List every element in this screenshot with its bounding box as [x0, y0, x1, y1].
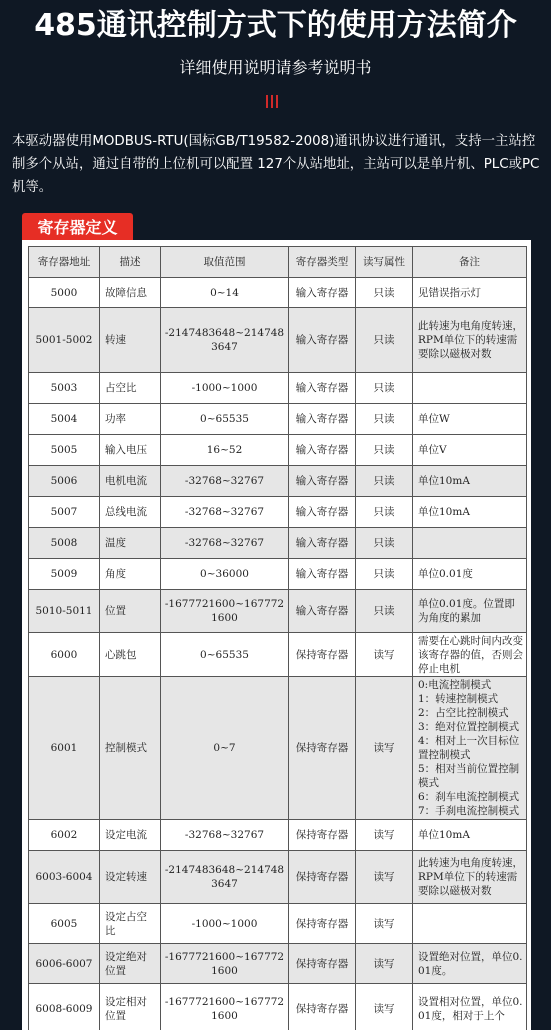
table-cell — [413, 528, 527, 559]
table-cell: 保持寄存器 — [289, 984, 356, 1030]
table-cell: 输入寄存器 — [289, 528, 356, 559]
table-cell: 6006-6007 — [29, 944, 100, 984]
table-row — [29, 820, 527, 851]
table-cell: 角度 — [100, 559, 161, 590]
table-cell: 转速 — [100, 308, 161, 373]
table-row — [29, 466, 527, 497]
table-cell: 输入电压 — [100, 435, 161, 466]
table-cell: 5003 — [29, 373, 100, 404]
table-cell: 需要在心跳时间内改变该寄存器的值，否则会停止电机 — [413, 633, 527, 677]
table-cell: 只读 — [356, 528, 413, 559]
table-cell: 控制模式 — [100, 677, 161, 820]
table-cell: 总线电流 — [100, 497, 161, 528]
table-row — [29, 944, 527, 984]
table-cell: -2147483648~2147483647 — [161, 308, 289, 373]
table-cell: 设定转速 — [100, 851, 161, 904]
table-cell: 6002 — [29, 820, 100, 851]
table-row — [29, 851, 527, 904]
table-cell: 读写 — [356, 984, 413, 1030]
table-body — [29, 278, 527, 1030]
table-cell: 读写 — [356, 904, 413, 944]
table-cell: 输入寄存器 — [289, 466, 356, 497]
table-cell: -2147483648~2147483647 — [161, 851, 289, 904]
table-cell: 只读 — [356, 373, 413, 404]
section-tag: 寄存器定义 — [22, 213, 133, 242]
table-cell: -32768~32767 — [161, 820, 289, 851]
table-cell: 单位10mA — [413, 466, 527, 497]
table-row — [29, 590, 527, 633]
table-cell: 5010-5011 — [29, 590, 100, 633]
table-cell: 6000 — [29, 633, 100, 677]
table-cell: 输入寄存器 — [289, 373, 356, 404]
table-cell: 保持寄存器 — [289, 677, 356, 820]
table-cell: 保持寄存器 — [289, 820, 356, 851]
table-cell: 设置相对位置，单位0.01度，相对于上个 — [413, 984, 527, 1030]
table-cell: 5004 — [29, 404, 100, 435]
table-cell: 读写 — [356, 944, 413, 984]
table-cell: 只读 — [356, 497, 413, 528]
table-cell: 设置绝对位置，单位0.01度。 — [413, 944, 527, 984]
table-cell: 输入寄存器 — [289, 278, 356, 308]
table-cell: 5005 — [29, 435, 100, 466]
table-row — [29, 373, 527, 404]
column-header: 寄存器地址 — [29, 247, 100, 278]
table-cell: 6005 — [29, 904, 100, 944]
table-cell: 输入寄存器 — [289, 590, 356, 633]
table-cell: -1000~1000 — [161, 904, 289, 944]
table-cell: 输入寄存器 — [289, 404, 356, 435]
table-row — [29, 308, 527, 373]
register-table — [28, 246, 527, 1030]
intro-paragraph: 本驱动器使用MODBUS-RTU(国标GB/T19582-2008)通讯协议进行通讯，支持一主站控制多个从站，通过自带的上位机可以配置 127个从站地址，主站可以是单片机、PLC或PC机等。 — [12, 130, 542, 199]
column-header: 读写属性 — [356, 247, 413, 278]
table-cell: 5007 — [29, 497, 100, 528]
table-row — [29, 677, 527, 820]
table-cell — [413, 904, 527, 944]
table-cell: 0~36000 — [161, 559, 289, 590]
table-row — [29, 278, 527, 308]
column-header: 描述 — [100, 247, 161, 278]
column-header: 寄存器类型 — [289, 247, 356, 278]
table-cell: 设定绝对位置 — [100, 944, 161, 984]
table-cell: 5006 — [29, 466, 100, 497]
table-row — [29, 633, 527, 677]
table-cell: 0~65535 — [161, 404, 289, 435]
table-row — [29, 559, 527, 590]
table-cell: 保持寄存器 — [289, 944, 356, 984]
table-cell: 功率 — [100, 404, 161, 435]
table-cell: 6003-6004 — [29, 851, 100, 904]
table-cell: 只读 — [356, 590, 413, 633]
table-cell: 输入寄存器 — [289, 497, 356, 528]
table-cell: 保持寄存器 — [289, 633, 356, 677]
table-cell: -1677721600~1677721600 — [161, 944, 289, 984]
table-cell: 单位0.01度。位置即为角度的累加 — [413, 590, 527, 633]
table-cell: 故障信息 — [100, 278, 161, 308]
table-cell: 5009 — [29, 559, 100, 590]
table-cell: 读写 — [356, 820, 413, 851]
table-cell: 单位10mA — [413, 820, 527, 851]
table-cell: 单位10mA — [413, 497, 527, 528]
table-cell: 温度 — [100, 528, 161, 559]
table-cell: 5000 — [29, 278, 100, 308]
table-cell: -1677721600~1677721600 — [161, 984, 289, 1030]
table-cell: 电机电流 — [100, 466, 161, 497]
table-row — [29, 904, 527, 944]
table-cell: 心跳包 — [100, 633, 161, 677]
table-cell: 5001-5002 — [29, 308, 100, 373]
table-header-row — [29, 247, 527, 278]
table-cell: 只读 — [356, 308, 413, 373]
table-cell: 0:电流控制模式 1：转速控制模式 2：占空比控制模式 3：绝对位置控制模式 4：相对上一次目标位置控制模式 5：相对当前位置控制模式 6：刹车电流控制模式 7：手刹电流控制模式 — [413, 677, 527, 820]
table-cell: 只读 — [356, 278, 413, 308]
table-cell: -1677721600~1677721600 — [161, 590, 289, 633]
table-cell — [413, 373, 527, 404]
table-cell: 只读 — [356, 559, 413, 590]
table-row — [29, 404, 527, 435]
table-cell: 见错误指示灯 — [413, 278, 527, 308]
table-cell: 单位0.01度 — [413, 559, 527, 590]
table-cell: 位置 — [100, 590, 161, 633]
table-cell: 0~7 — [161, 677, 289, 820]
page-subtitle: 详细使用说明请参考说明书 — [0, 57, 551, 79]
column-header: 备注 — [413, 247, 527, 278]
table-cell: 输入寄存器 — [289, 435, 356, 466]
table-cell: 只读 — [356, 404, 413, 435]
table-cell: -32768~32767 — [161, 497, 289, 528]
table-cell: 只读 — [356, 435, 413, 466]
table-cell: 此转速为电角度转速，RPM单位下的转速需要除以磁极对数 — [413, 851, 527, 904]
divider-ornament — [262, 95, 282, 108]
table-cell: 单位V — [413, 435, 527, 466]
table-cell: 输入寄存器 — [289, 559, 356, 590]
table-cell: 读写 — [356, 851, 413, 904]
table-cell: 设定电流 — [100, 820, 161, 851]
table-cell: 6001 — [29, 677, 100, 820]
table-cell: 此转速为电角度转速，RPM单位下的转速需要除以磁极对数 — [413, 308, 527, 373]
table-cell: -32768~32767 — [161, 528, 289, 559]
table-cell: 保持寄存器 — [289, 851, 356, 904]
table-cell: 占空比 — [100, 373, 161, 404]
table-row — [29, 528, 527, 559]
table-cell: 输入寄存器 — [289, 308, 356, 373]
table-cell: -32768~32767 — [161, 466, 289, 497]
table-cell: 6008-6009 — [29, 984, 100, 1030]
table-cell: 5008 — [29, 528, 100, 559]
table-cell: 只读 — [356, 466, 413, 497]
register-table-panel — [22, 240, 531, 1030]
table-cell: 保持寄存器 — [289, 904, 356, 944]
table-cell: 读写 — [356, 677, 413, 820]
table-cell: 设定占空比 — [100, 904, 161, 944]
table-row — [29, 984, 527, 1030]
table-row — [29, 497, 527, 528]
table-cell: 读写 — [356, 633, 413, 677]
table-cell: 0~14 — [161, 278, 289, 308]
table-cell: 单位W — [413, 404, 527, 435]
table-cell: 设定相对位置 — [100, 984, 161, 1030]
table-cell: -1000~1000 — [161, 373, 289, 404]
table-cell: 0~65535 — [161, 633, 289, 677]
table-cell: 16~52 — [161, 435, 289, 466]
table-row — [29, 435, 527, 466]
column-header: 取值范围 — [161, 247, 289, 278]
page-title: 485通讯控制方式下的使用方法简介 — [0, 6, 551, 46]
